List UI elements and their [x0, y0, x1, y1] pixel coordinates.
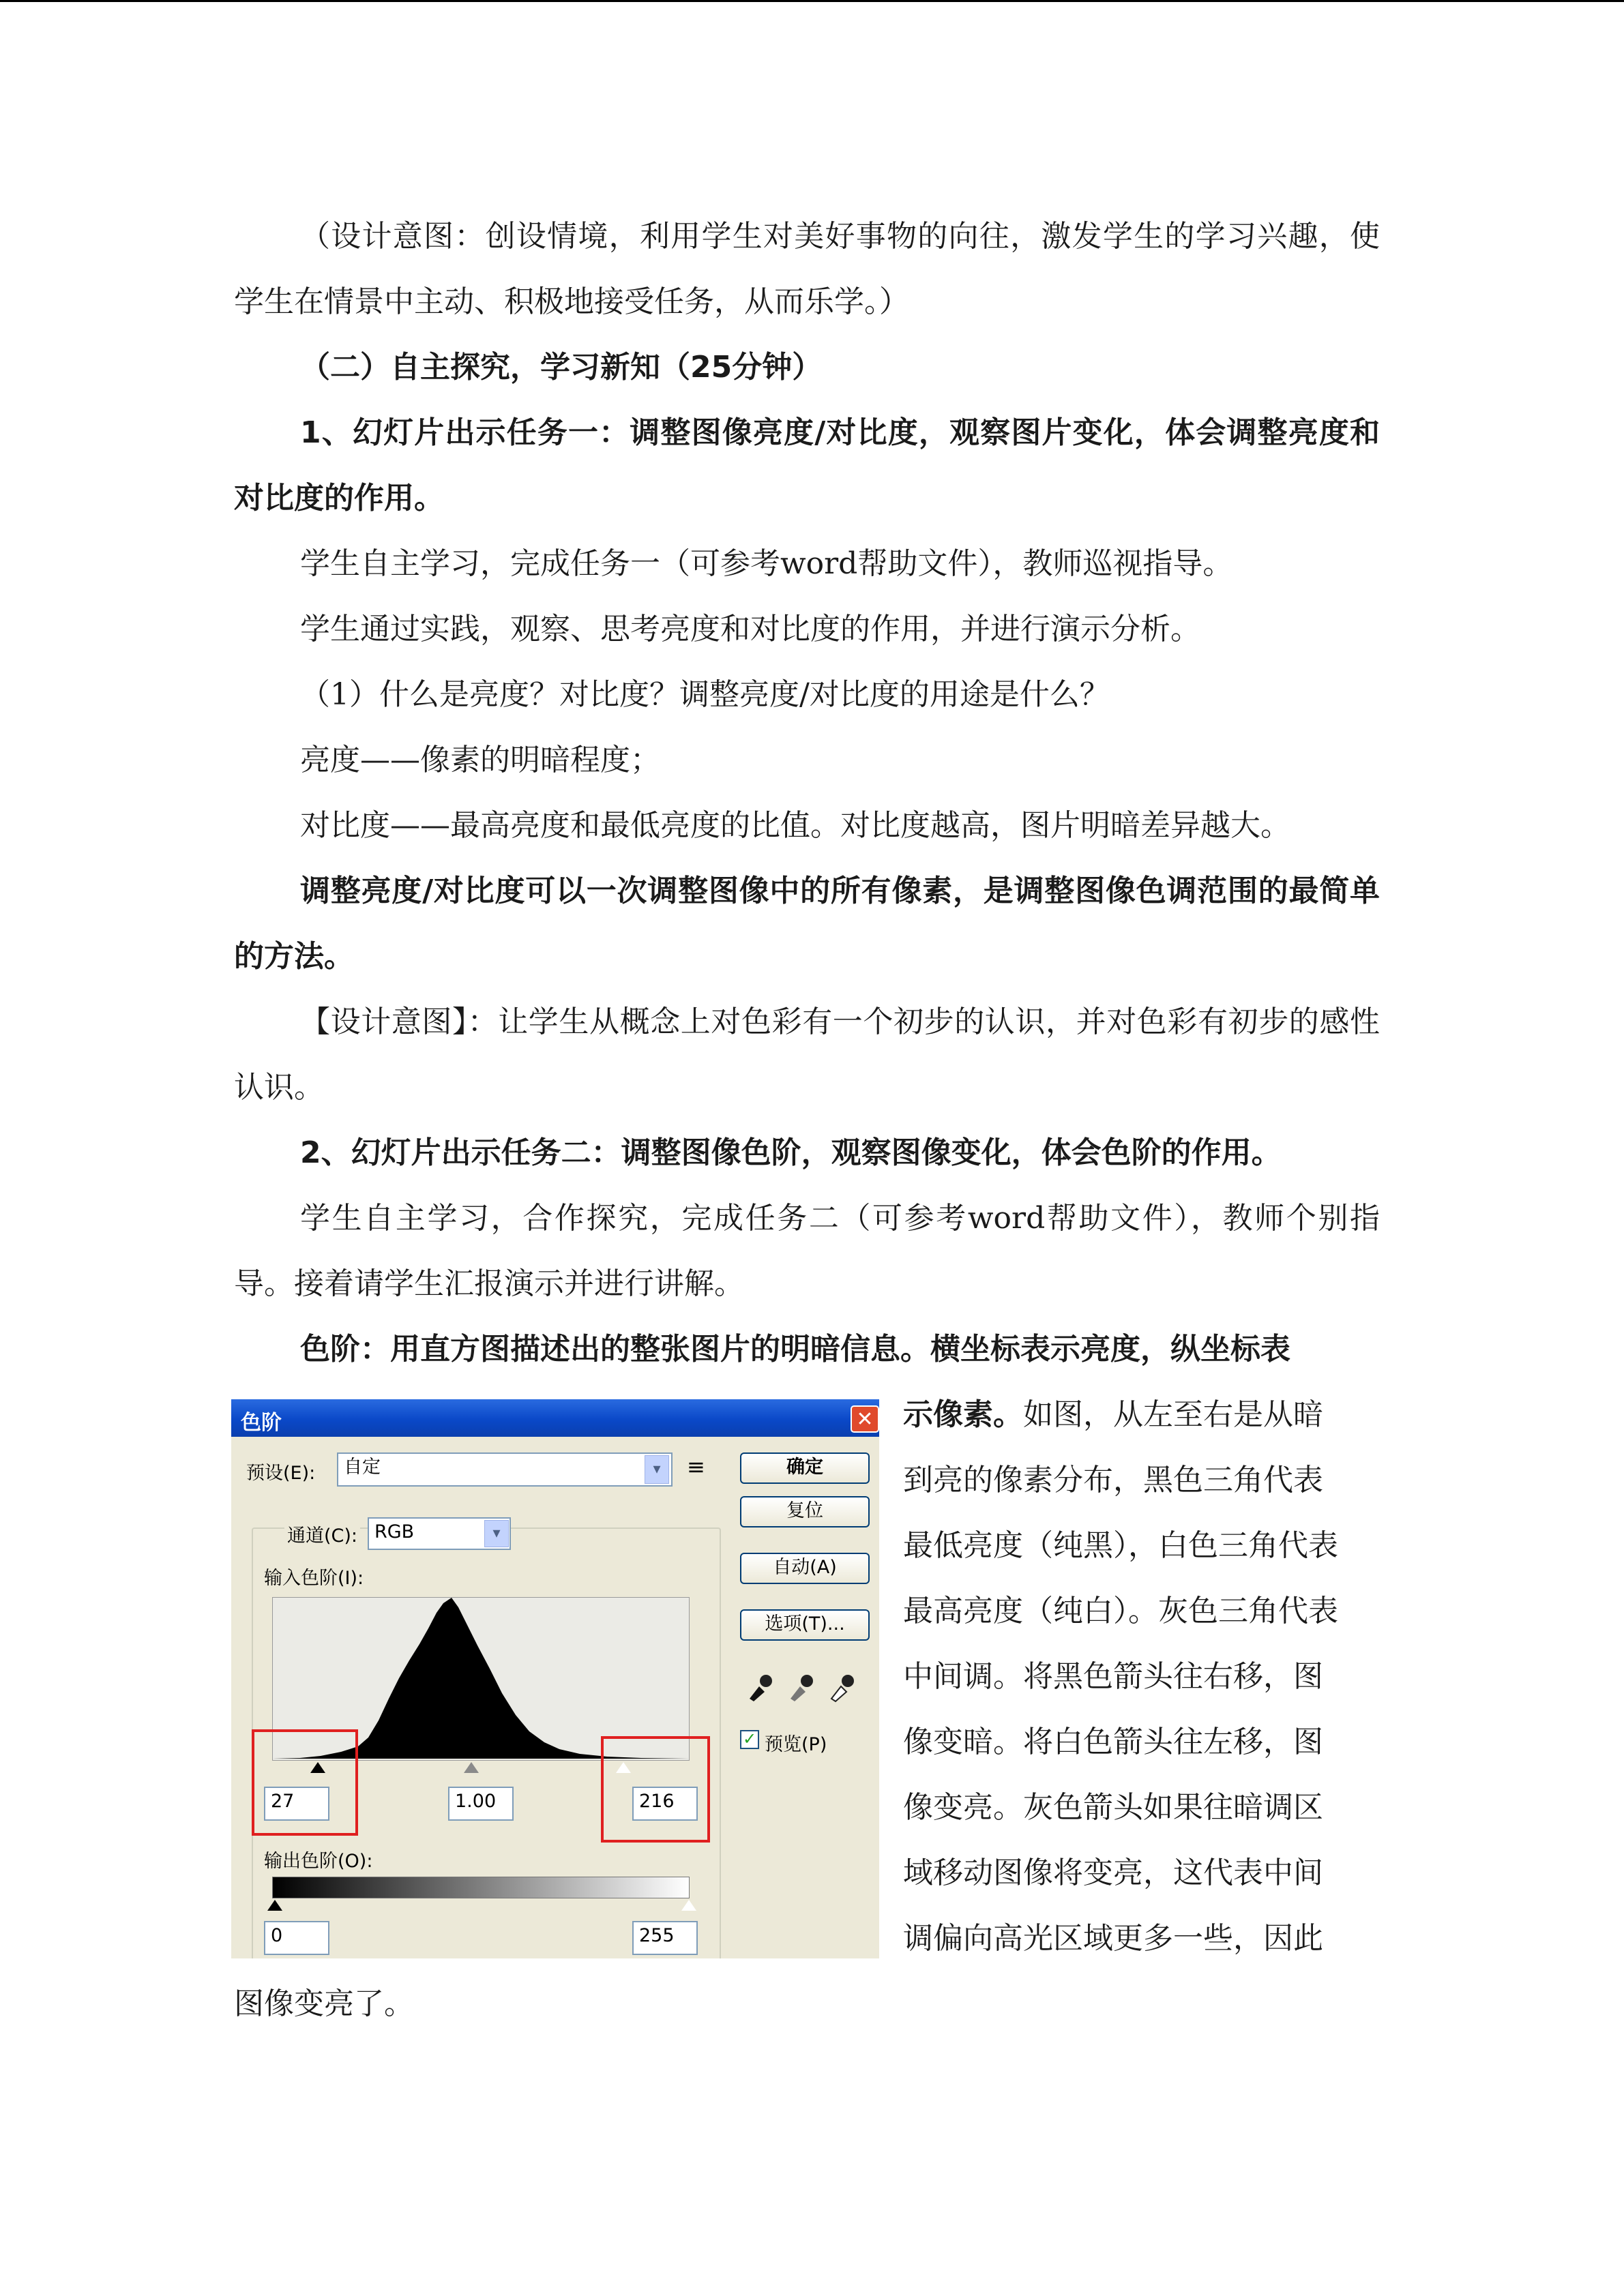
definition-brightness: 亮度——像素的明暗程度；: [300, 743, 660, 777]
close-icon[interactable]: ✕: [851, 1405, 879, 1433]
reset-button[interactable]: 复位: [740, 1496, 870, 1527]
input-white-value: 216: [639, 1791, 675, 1812]
output-black-field[interactable]: [264, 1921, 329, 1955]
preset-select[interactable]: [337, 1452, 673, 1487]
paragraph-design-intent-2: 【设计意图】：让学生从概念上对色彩有一个初步的认识，并对色彩有初步的感性认识。: [234, 1004, 1380, 1105]
right-column-line: 到亮的像素分布，黑色三角代表: [903, 1463, 1323, 1497]
bold-adjust-statement: 调整亮度/对比度可以一次调整图像中的所有像素，是调整图像色调范围的最简单的方法。: [234, 874, 1380, 974]
question-one: （1）什么是亮度？对比度？调整亮度/对比度的用途是什么？: [300, 677, 1110, 712]
preset-menu-icon[interactable]: ≡: [687, 1454, 705, 1480]
paragraph-design-intent-1: （设计意图：创设情境，利用学生对美好事物的向往，激发学生的学习兴趣，使学生在情景中主动、积极地接受任务，从而乐学。）: [234, 219, 1380, 319]
channel-value: RGB: [374, 1521, 415, 1542]
output-levels-label: 输出色阶(O):: [264, 1851, 373, 1872]
right-column-line: 域移动图像将变亮，这代表中间: [903, 1855, 1323, 1890]
chevron-down-icon[interactable]: ▾: [645, 1455, 669, 1484]
black-eyedropper-icon[interactable]: [750, 1675, 772, 1701]
white-eyedropper-icon[interactable]: [831, 1675, 854, 1701]
output-white-slider[interactable]: [681, 1900, 696, 1911]
output-black-slider[interactable]: [267, 1900, 282, 1911]
definition-contrast: 对比度——最高亮度和最低亮度的比值。对比度越高，图片明暗差异越大。: [300, 808, 1290, 843]
levels-definition-line: 色阶：用直方图描述出的整张图片的明暗信息。横坐标表示亮度，纵坐标表: [300, 1332, 1290, 1367]
levels-dialog: [231, 1399, 879, 1958]
preset-label: 预设(E):: [246, 1463, 316, 1484]
channel-label: 通道(C):: [284, 1521, 360, 1547]
highlight-box-white: [601, 1736, 710, 1843]
output-black-value: 0: [271, 1925, 283, 1946]
right-column-line: 像变亮。灰色箭头如果往暗调区: [903, 1790, 1323, 1825]
paragraph-task-one-study: 学生自主学习，完成任务一（可参考word帮助文件），教师巡视指导。: [300, 546, 1233, 581]
paragraph-task-one-practice: 学生通过实践，观察、思考亮度和对比度的作用，并进行演示分析。: [300, 612, 1200, 646]
section-heading: （二）自主探究，学习新知（25分钟）: [300, 350, 823, 385]
right-column-line-1: [903, 1382, 1323, 1448]
paragraph-task-two-study: 学生自主学习，合作探究，完成任务二（可参考word帮助文件），教师个别指导。接着请学生汇报演示并进行讲解。: [234, 1201, 1380, 1301]
right-column-line: 像变暗。将白色箭头往左移，图: [903, 1725, 1323, 1759]
highlight-box-black: [252, 1729, 358, 1836]
dialog-title-bar: [231, 1399, 879, 1437]
gray-eyedropper-icon[interactable]: [791, 1675, 813, 1701]
preset-value: 自定: [344, 1457, 381, 1478]
preview-label: 预览(P): [765, 1734, 827, 1755]
right-column-line: 中间调。将黑色箭头往右移，图: [903, 1659, 1323, 1694]
output-white-field[interactable]: [632, 1921, 698, 1955]
closing-line: 图像变亮了。: [234, 1986, 414, 2021]
task-two-heading: 2、幻灯片出示任务二：调整图像色阶，观察图像变化，体会色阶的作用。: [300, 1135, 1282, 1170]
preview-checkbox[interactable]: ✓: [740, 1730, 759, 1749]
options-button[interactable]: 选项(T)...: [740, 1609, 870, 1641]
levels-definition-end: 示像素。: [903, 1397, 1023, 1432]
output-gradient-bar: [272, 1877, 690, 1898]
gamma-slider[interactable]: [464, 1762, 479, 1773]
input-levels-label: 输入色阶(I):: [264, 1568, 364, 1589]
task-one-heading: 1、幻灯片出示任务一：调整图像亮度/对比度，观察图片变化，体会调整亮度和对比度的作用。: [234, 415, 1380, 516]
chevron-down-icon[interactable]: ▾: [484, 1520, 509, 1547]
page-top-rule: [0, 0, 1624, 2]
input-black-value: 27: [271, 1791, 295, 1812]
ok-button[interactable]: 确定: [740, 1452, 870, 1484]
right-column-text: 如图，从左至右是从暗: [1023, 1397, 1323, 1432]
eyedropper-icons: [744, 1669, 867, 1703]
right-column-line: 最低亮度（纯黑），白色三角代表: [903, 1528, 1338, 1563]
input-gamma-field[interactable]: [448, 1787, 514, 1821]
output-white-value: 255: [639, 1925, 675, 1946]
right-column-line: 调偏向高光区域更多一些，因此: [903, 1921, 1323, 1956]
input-gamma-value: 1.00: [455, 1791, 497, 1812]
dialog-title: 色阶: [241, 1411, 282, 1435]
auto-button[interactable]: 自动(A): [740, 1553, 870, 1584]
right-column-line: 最高亮度（纯白）。灰色三角代表: [903, 1594, 1338, 1628]
